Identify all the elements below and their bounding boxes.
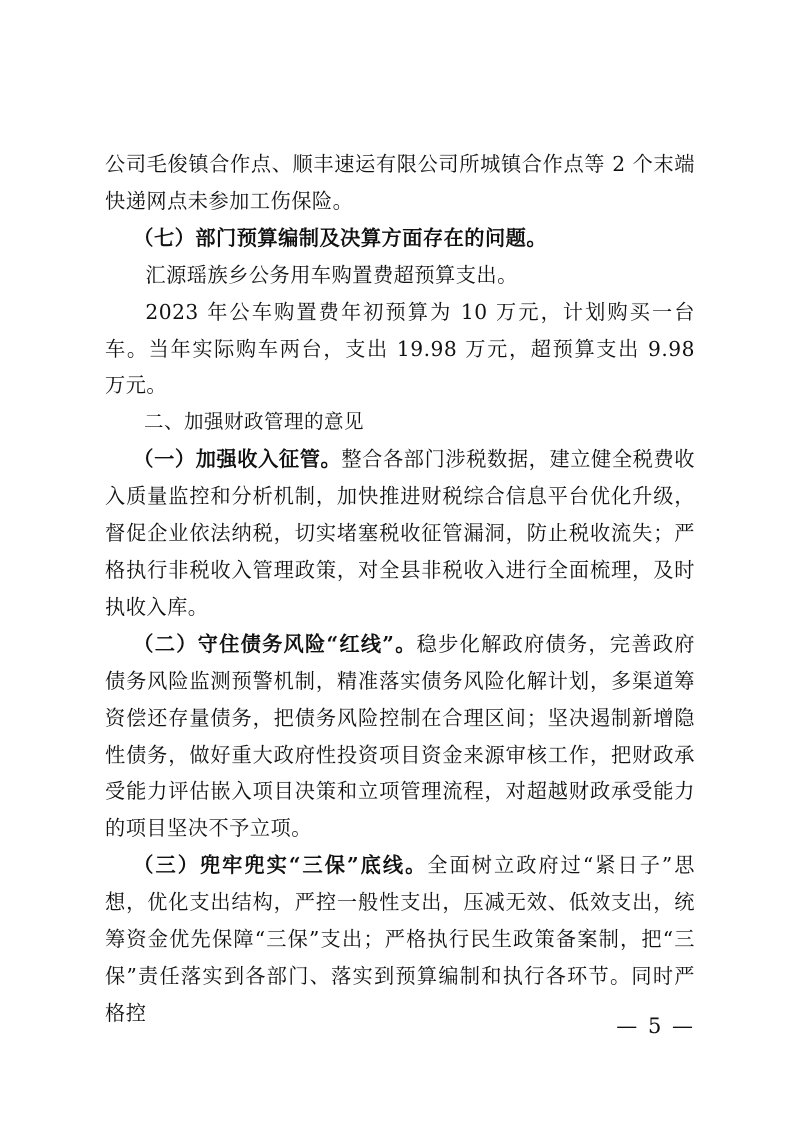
item-text: 稳步化解政府债务，完善政府债务风险监测预警机制，精准落实债务风险化解计划，多渠道筹资偿还存量债务，把债务风险控制在合理区间；坚决遏制新增隐性债务，做好重大政府性投资项目资金来源审核工作，把财政承受能力评估嵌入项目决策和立项管理流程，对超越财政承受能力的项目坚决不予立项。 [105,631,695,841]
document-body [105,146,695,1032]
section-heading-finance-opinions: 二、加强财政管理的意见 [144,410,365,434]
item-debt-risk [105,626,695,847]
page-number: — 5 — [616,1014,695,1038]
item-lead: （二）守住债务风险“红线”。 [133,631,417,656]
paragraph-vehicle-overspend: 汇源瑶族乡公务用车购置费超预算支出。 [145,262,518,287]
item-three-guarantees [105,847,695,1032]
item-lead: （一）加强收入征管。 [133,447,342,472]
item-lead: （三）兜牢兜实“三保”底线。 [133,853,428,878]
item-text: 全面树立政府过“紧日子”思想，优化支出结构，严控一般性支出，压减无效、低效支出，统筹资金优先保障“三保”支出；严格执行民生政策备案制，把“三保”责任落实到各部门、落实到预算编制和执行各环节。同时严格控 [105,853,695,1025]
subheading-budget-issues: （七）部门预算编制及决算方面存在的问题。 [133,225,548,250]
item-text: 整合各部门涉税数据，建立健全税费收入质量监控和分析机制，加快推进财税综合信息平台优化升级，督促企业依法纳税，切实堵塞税收征管漏洞，防止税收流失；严格执行非税收入管理政策，对全县非税收入进行全面梳理，及时执收入库。 [105,447,695,619]
paragraph-tail-express-points: 公司毛俊镇合作点、顺丰速运有限公司所城镇合作点等 2 个末端快递网点未参加工伤保险。 [105,152,695,213]
item-revenue-collection [105,441,695,626]
paragraph-vehicle-budget-detail: 2023 年公车购置费年初预算为 10 万元，计划购买一台车。当年实际购车两台，支出 19.98 万元，超预算支出 9.98 万元。 [105,299,695,398]
